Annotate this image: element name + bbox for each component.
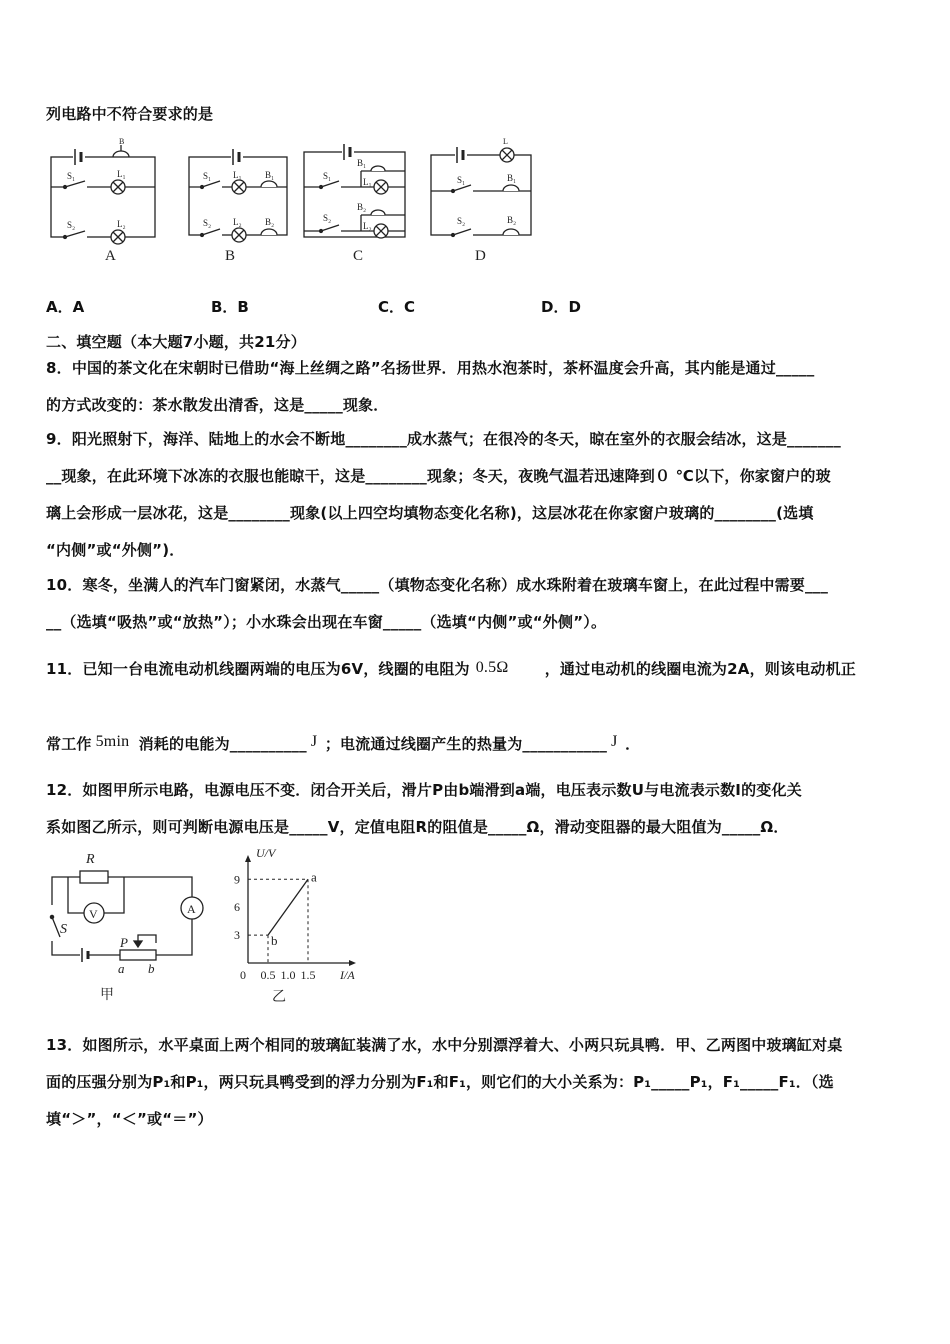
label-s2: S₂ [457, 216, 466, 226]
q10-line-1: 10．寒冬，坐满人的汽车门窗紧闭，水蒸气_____（填物态变化名称）成水珠附着在玻璃车窗上，在此过程中需要___ [46, 576, 829, 594]
label-l2: L₂ [233, 217, 242, 227]
label-b: B [119, 137, 125, 146]
section-title: 二、填空题（本大题7小题，共21分） [46, 333, 306, 351]
q11-unit-1: J [310, 733, 318, 750]
circuit-label-d: D [475, 248, 486, 264]
circuit-label-a: A [105, 248, 116, 264]
y-tick-label: 6 [234, 900, 240, 915]
label-l1: L₁ [363, 177, 372, 187]
q13-line-3: 填“＞”，“＜”或“＝”） [46, 1110, 213, 1128]
uv-graph [234, 846, 356, 982]
label-b-end: b [148, 961, 155, 976]
q10-line-2: __（选填“吸热”或“放热”）；小水珠会出现在车窗_____（选填“内侧”或“外侧”）。 [46, 613, 607, 631]
q11-unit-2: J [611, 733, 618, 750]
label-s2: S₂ [67, 220, 76, 230]
label-b2: B₂ [357, 202, 367, 212]
label-b2: B₂ [265, 217, 275, 227]
q9-line-2: __现象，在此环境下冰冻的衣服也能晾干，这是________现象；冬天，夜晚气温若迅速降到０ ℃以下，你家窗户的玻 [46, 467, 831, 485]
circuit-a [51, 137, 155, 264]
circuit-b [189, 148, 287, 264]
q11-resistance: 0.5Ω [475, 659, 509, 676]
label-s1: S₁ [323, 171, 332, 181]
data-line [268, 879, 308, 935]
label-b1: B₁ [265, 170, 275, 180]
y-tick-label: 9 [234, 872, 240, 887]
label-s: S [60, 922, 67, 937]
label-b2: B₂ [507, 215, 517, 225]
label-s1: S₁ [203, 171, 212, 181]
label-p: P [120, 935, 128, 950]
option-d: D．D [541, 298, 581, 316]
label-b1: B₁ [357, 158, 367, 168]
origin-label: 0 [240, 968, 246, 982]
point-b-label: b [271, 933, 278, 949]
label-s1: S₁ [457, 175, 466, 185]
circuit-label-c: C [353, 248, 364, 264]
q9-line-4: “内侧”或“外侧”)． [46, 541, 185, 559]
y-axis-label: U/V [256, 846, 276, 860]
ammeter-label: A [187, 902, 196, 916]
caption-jia: 甲 [100, 987, 114, 1003]
q8-line-1: 8．中国的茶文化在宋朝时已借助“海上丝绸之路”名扬世界．用热水泡茶时，茶杯温度会升高，其内能是通过_____ [46, 359, 815, 377]
q11-text-b: ，通过电动机的线圈电流为2A，则该电动机正 [544, 660, 856, 678]
circuit-c [304, 143, 405, 264]
label-l1: L₁ [117, 169, 126, 179]
label-s2: S₂ [323, 213, 332, 223]
q13-line-2: 面的压强分别为P₁和P₁，两只玩具鸭受到的浮力分别为F₁和F₁，则它们的大小关系为：P₁_____P₁，F₁_____F₁．（选 [46, 1073, 834, 1091]
option-c: C．C [378, 298, 416, 316]
voltmeter-label: V [89, 907, 98, 921]
y-tick-label: 3 [234, 928, 240, 943]
q13-line-1: 13．如图所示，水平桌面上两个相同的玻璃缸装满了水，水中分别漂浮着大、小两只玩具鸭．甲、乙两图中玻璃缸对桌 [46, 1036, 843, 1054]
q11-line-2 [46, 733, 640, 754]
x-axis-arrow [349, 960, 356, 966]
label-l2: L₂ [117, 219, 126, 229]
q12-line-2: 系如图乙所示，则可判断电源电压是_____V，定值电阻R的阻值是_____Ω，滑动变阻器的最大阻值为_____Ω． [46, 818, 789, 836]
q11-line-1 [46, 658, 856, 679]
label-b1: B₁ [507, 173, 517, 183]
option-a: A．A [46, 298, 85, 316]
label-l1: L₁ [233, 170, 242, 180]
x-tick-label: 0.5 [260, 968, 276, 982]
q11-text-e: ；电流通过线圈产生的热量为___________ [324, 735, 608, 753]
x-tick-label: 1.0 [280, 968, 296, 982]
y-axis-arrow [245, 855, 251, 862]
label-s2: S₂ [203, 218, 212, 228]
label-s1: S₁ [67, 171, 76, 181]
circuit-label-b: B [225, 248, 236, 264]
label-l2: L₂ [363, 221, 372, 231]
q12-figures [44, 845, 374, 1010]
question-intro: 列电路中不符合要求的是 [46, 105, 214, 123]
q9-line-3: 璃上会形成一层冰花，这是________现象(以上四空均填物态变化名称)，这层冰花在你家窗户玻璃的________(选填 [46, 504, 814, 522]
q11-time: 5min [95, 733, 130, 750]
option-b: B．B [211, 298, 249, 316]
label-l: L [503, 137, 508, 146]
x-tick-label: 1.5 [300, 968, 316, 982]
x-axis-label: I/A [340, 968, 355, 982]
q11-text-c: 常工作 [46, 735, 92, 753]
q12-line-1: 12．如图甲所示电路，电源电压不变．闭合开关后，滑片P由b端滑到a端，电压表示数U与电流表示数I的变化关 [46, 781, 802, 799]
circuit-diagrams [45, 135, 565, 265]
point-a-label: a [311, 869, 317, 885]
caption-yi: 乙 [272, 989, 286, 1005]
q11-text-d: 消耗的电能为__________ [138, 735, 307, 753]
q9-line-1: 9．阳光照射下，海洋、陆地上的水会不断地________成水蒸气；在很冷的冬天，晾在室外的衣服会结冰，这是_______ [46, 430, 841, 448]
q11-text-a: 11．已知一台电流电动机线圈两端的电压为6V，线圈的电阻为 [46, 660, 470, 678]
q11-text-f: ． [625, 735, 641, 753]
label-a: a [118, 961, 125, 976]
label-r: R [86, 852, 95, 867]
q8-line-2: 的方式改变的：茶水散发出清香，这是_____现象． [46, 396, 389, 414]
circuit-d [431, 137, 531, 264]
